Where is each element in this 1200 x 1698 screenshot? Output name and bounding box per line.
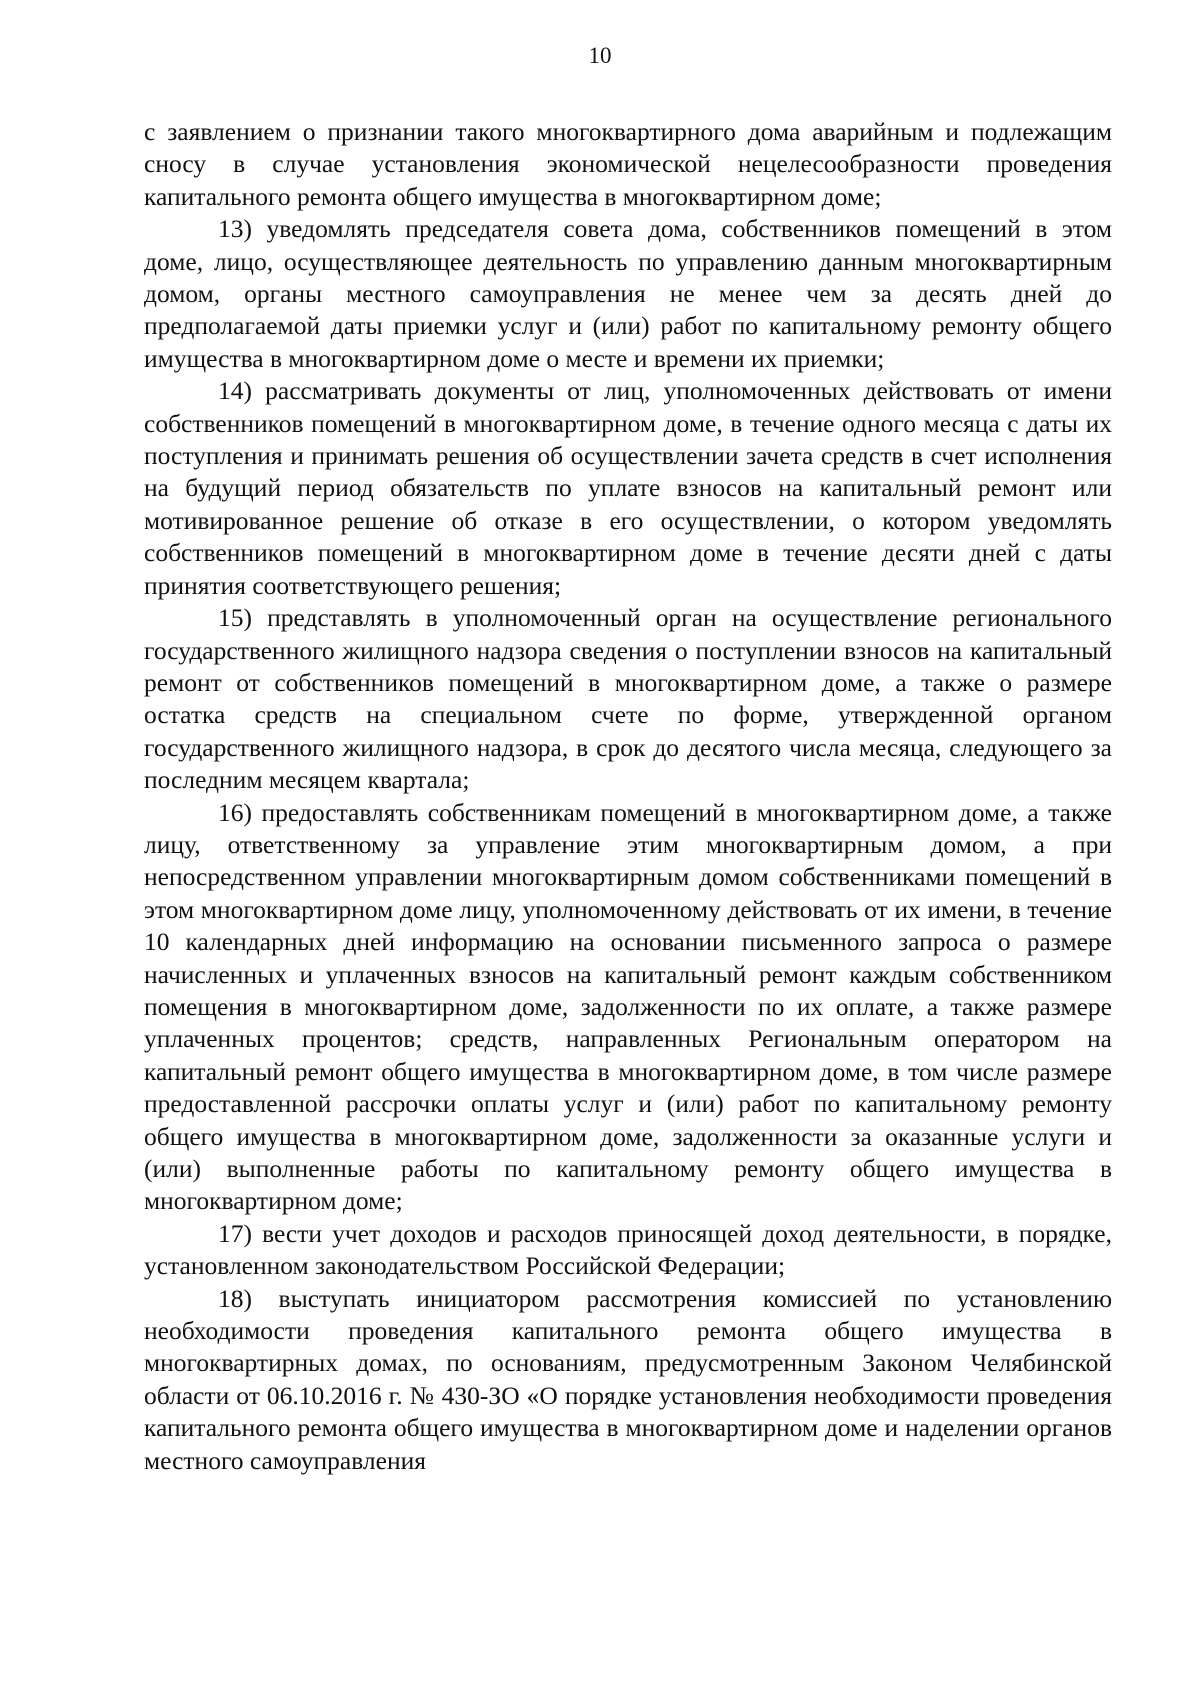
paragraph-item-18: 18) выступать инициатором рассмотрения комиссией по установлению необходимости проведения капитального ремонта общего имущества в многоквартирных домах, по основаниям, предусмотренным Законом Челябинской области от 06.10.2016 г. № 430-ЗО «О порядке установления необходимости проведения капитального ремонта общего имущества в многоквартирном доме и наделении органов местного самоуправления xyxy=(144,1283,1112,1475)
paragraph-item-16: 16) предоставлять собственникам помещений в многоквартирном доме, а также лицу, ответственному за управление этим многоквартирным домом, а при непосредственном управлении многоквартирным домом собственниками помещений в этом многоквартирном доме лицу, уполномоченному действовать от их имени, в течение 10 календарных дней информацию на основании письменного запроса о размере начисленных и уплаченных взносов на капитальный ремонт каждым собственником помещения в многоквартирном доме, задолженности по их оплате, а также размере уплаченных процентов; средств, направленных Региональным оператором на капитальный ремонт общего имущества в многоквартирном доме, в том числе размере предоставленной рассрочки оплаты услуг и (или) работ по капитальному ремонту общего имущества в многоквартирном доме, задолженности за оказанные услуги и (или) выполненные работы по капитальному ремонту общего имущества в многоквартирном доме; xyxy=(144,797,1112,1216)
paragraph-item-15: 15) представлять в уполномоченный орган на осуществление регионального государственного жилищного надзора сведения о поступлении взносов на капитальный ремонт от собственников помещений в многоквартирном доме, а также о размере остатка средств на специальном счете по форме, утвержденной органом государственного жилищного надзора, в срок до десятого числа месяца, следующего за последним месяцем квартала; xyxy=(144,603,1112,795)
paragraph-continuation: с заявлением о признании такого многоквартирного дома аварийным и подлежащим сносу в случае установления экономической нецелесообразности проведения капитального ремонта общего имущества в многоквартирном доме; xyxy=(144,117,1112,211)
page-number: 10 xyxy=(588,43,612,68)
document-body xyxy=(144,116,1112,1477)
paragraph-item-13: 13) уведомлять председателя совета дома, собственников помещений в этом доме, лицо, осуществляющее деятельность по управлению данным многоквартирным домом, органы местного самоуправления не менее чем за десять дней до предполагаемой даты приемки услуг и (или) работ по капитальному ремонту общего имущества в многоквартирном доме о месте и времени их приемки; xyxy=(144,214,1112,373)
paragraph-item-14: 14) рассматривать документы от лиц, уполномоченных действовать от имени собственников помещений в многоквартирном доме, в течение одного месяца с даты их поступления и принимать решения об осуществлении зачета средств в счет исполнения на будущий период обязательств по уплате взносов на капитальный ремонт или мотивированное решение об отказе в его осуществлении, о котором уведомлять собственников помещений в многоквартирном доме в течение десяти дней с даты принятия соответствующего решения; xyxy=(144,376,1112,600)
paragraph-item-17: 17) вести учет доходов и расходов приносящей доход деятельности, в порядке, установленном законодательством Российской Федерации; xyxy=(144,1218,1112,1281)
